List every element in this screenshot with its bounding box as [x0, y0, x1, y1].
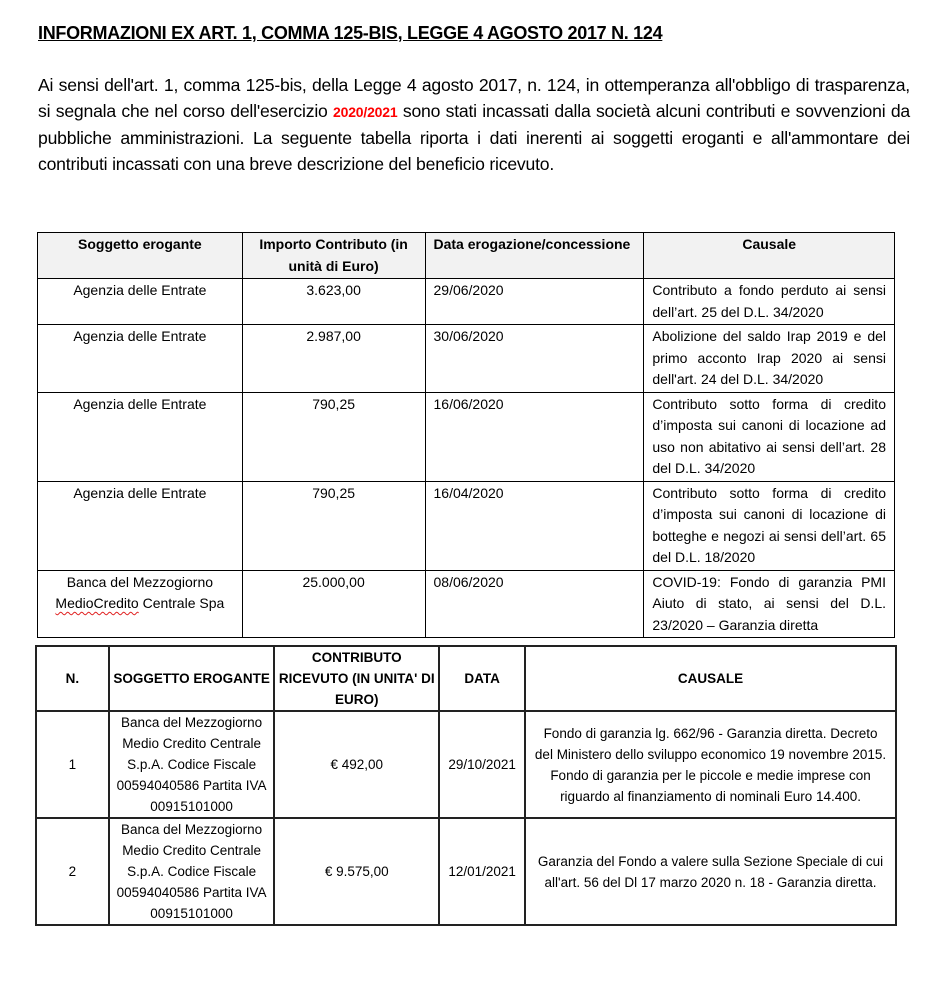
cell-causale: COVID-19: Fondo di garanzia PMI Aiuto di stato, ai sensi del D.L. 23/2020 – Garanzia diretta [644, 570, 895, 638]
intro-text-before: Ai sensi dell'art. 1, comma 125-bis, della Legge 4 agosto 2017, n. 124, in ottemperanza all'obbligo di trasparenza, si segnala che nel corso dell'esercizio [38, 75, 910, 121]
header-n: N. [36, 646, 109, 711]
header-contributo: CONTRIBUTO RICEVUTO (IN UNITA' DI EURO) [274, 646, 439, 711]
table-header-row [38, 233, 895, 279]
header-data: Data erogazione/concessione [425, 233, 644, 279]
header-data: DATA [439, 646, 525, 711]
fiscal-year-highlight: 2020/2021 [333, 104, 398, 120]
table-row [36, 711, 896, 818]
table-row [38, 279, 895, 325]
cell-soggetto: Agenzia delle Entrate [38, 481, 243, 570]
header-causale: Causale [644, 233, 895, 279]
header-soggetto: SOGGETTO EROGANTE [109, 646, 275, 711]
cell-causale: Contributo sotto forma di credito d’imposta sui canoni di locazione ad uso non abitativo ai sensi dell’art. 28 del D.L. 34/2020 [644, 392, 895, 481]
cell-data: 16/06/2020 [425, 392, 644, 481]
soggetto-line2: Centrale Spa [138, 595, 225, 611]
cell-soggetto: Agenzia delle Entrate [38, 392, 243, 481]
header-soggetto: Soggetto erogante [38, 233, 243, 279]
cell-data: 12/01/2021 [439, 818, 525, 925]
intro-paragraph [38, 72, 910, 177]
cell-n: 2 [36, 818, 109, 925]
spellcheck-flagged-word: MedioCredito [55, 595, 139, 611]
cell-soggetto [38, 570, 243, 638]
intro-text-after: sono stati incassati dalla società alcuni contributi e sovvenzioni da pubbliche amministrazioni. La seguente tabella riporta i dati inerenti ai soggetti eroganti e all'ammontare dei contributi incassati con una breve descrizione del beneficio ricevuto. [38, 101, 910, 174]
cell-causale: Contributo a fondo perduto ai sensi dell’art. 25 del D.L. 34/2020 [644, 279, 895, 325]
table-row [38, 570, 895, 638]
cell-data: 29/06/2020 [425, 279, 644, 325]
table-row [38, 481, 895, 570]
cell-soggetto: Banca del Mezzogiorno Medio Credito Centrale S.p.A. Codice Fiscale 00594040586 Partita IVA 00915101000 [109, 818, 275, 925]
cell-n: 1 [36, 711, 109, 818]
soggetto-line1: Banca del Mezzogiorno [66, 573, 214, 590]
cell-causale: Abolizione del saldo Irap 2019 e del primo acconto Irap 2020 ai sensi dell'art. 24 del D.L. 34/2020 [644, 325, 895, 393]
cell-contributo: € 492,00 [274, 711, 439, 818]
cell-causale: Garanzia del Fondo a valere sulla Sezione Speciale di cui all'art. 56 del Dl 17 marzo 2020 n. 18 - Garanzia diretta. [525, 818, 896, 925]
cell-importo: 2.987,00 [242, 325, 425, 393]
cell-data: 30/06/2020 [425, 325, 644, 393]
cell-importo: 3.623,00 [242, 279, 425, 325]
table-row [38, 392, 895, 481]
table-header-row [36, 646, 896, 711]
cell-soggetto: Agenzia delle Entrate [38, 325, 243, 393]
cell-soggetto: Agenzia delle Entrate [38, 279, 243, 325]
contributions-table-2020 [37, 232, 895, 638]
cell-contributo: € 9.575,00 [274, 818, 439, 925]
cell-data: 16/04/2020 [425, 481, 644, 570]
table-row [36, 818, 896, 925]
cell-data: 08/06/2020 [425, 570, 644, 638]
cell-soggetto: Banca del Mezzogiorno Medio Credito Centrale S.p.A. Codice Fiscale 00594040586 Partita IVA 00915101000 [109, 711, 275, 818]
header-importo: Importo Contributo (in unità di Euro) [242, 233, 425, 279]
cell-causale: Fondo di garanzia lg. 662/96 - Garanzia diretta. Decreto del Ministero dello sviluppo economico 19 novembre 2015. Fondo di garanzia per le piccole e medie imprese con riguardo al finanziamento di nominali Euro 14.400. [525, 711, 896, 818]
document-title: INFORMAZIONI EX ART. 1, COMMA 125-BIS, LEGGE 4 AGOSTO 2017 N. 124 [38, 23, 663, 43]
contributions-table-2021 [35, 645, 897, 926]
cell-data: 29/10/2021 [439, 711, 525, 818]
cell-importo: 790,25 [242, 392, 425, 481]
cell-causale: Contributo sotto forma di credito d’imposta sui canoni di locazione di botteghe e negozi ai sensi dell’art. 65 del D.L. 18/2020 [644, 481, 895, 570]
cell-importo: 25.000,00 [242, 570, 425, 638]
table-row [38, 325, 895, 393]
cell-importo: 790,25 [242, 481, 425, 570]
header-causale: CAUSALE [525, 646, 896, 711]
